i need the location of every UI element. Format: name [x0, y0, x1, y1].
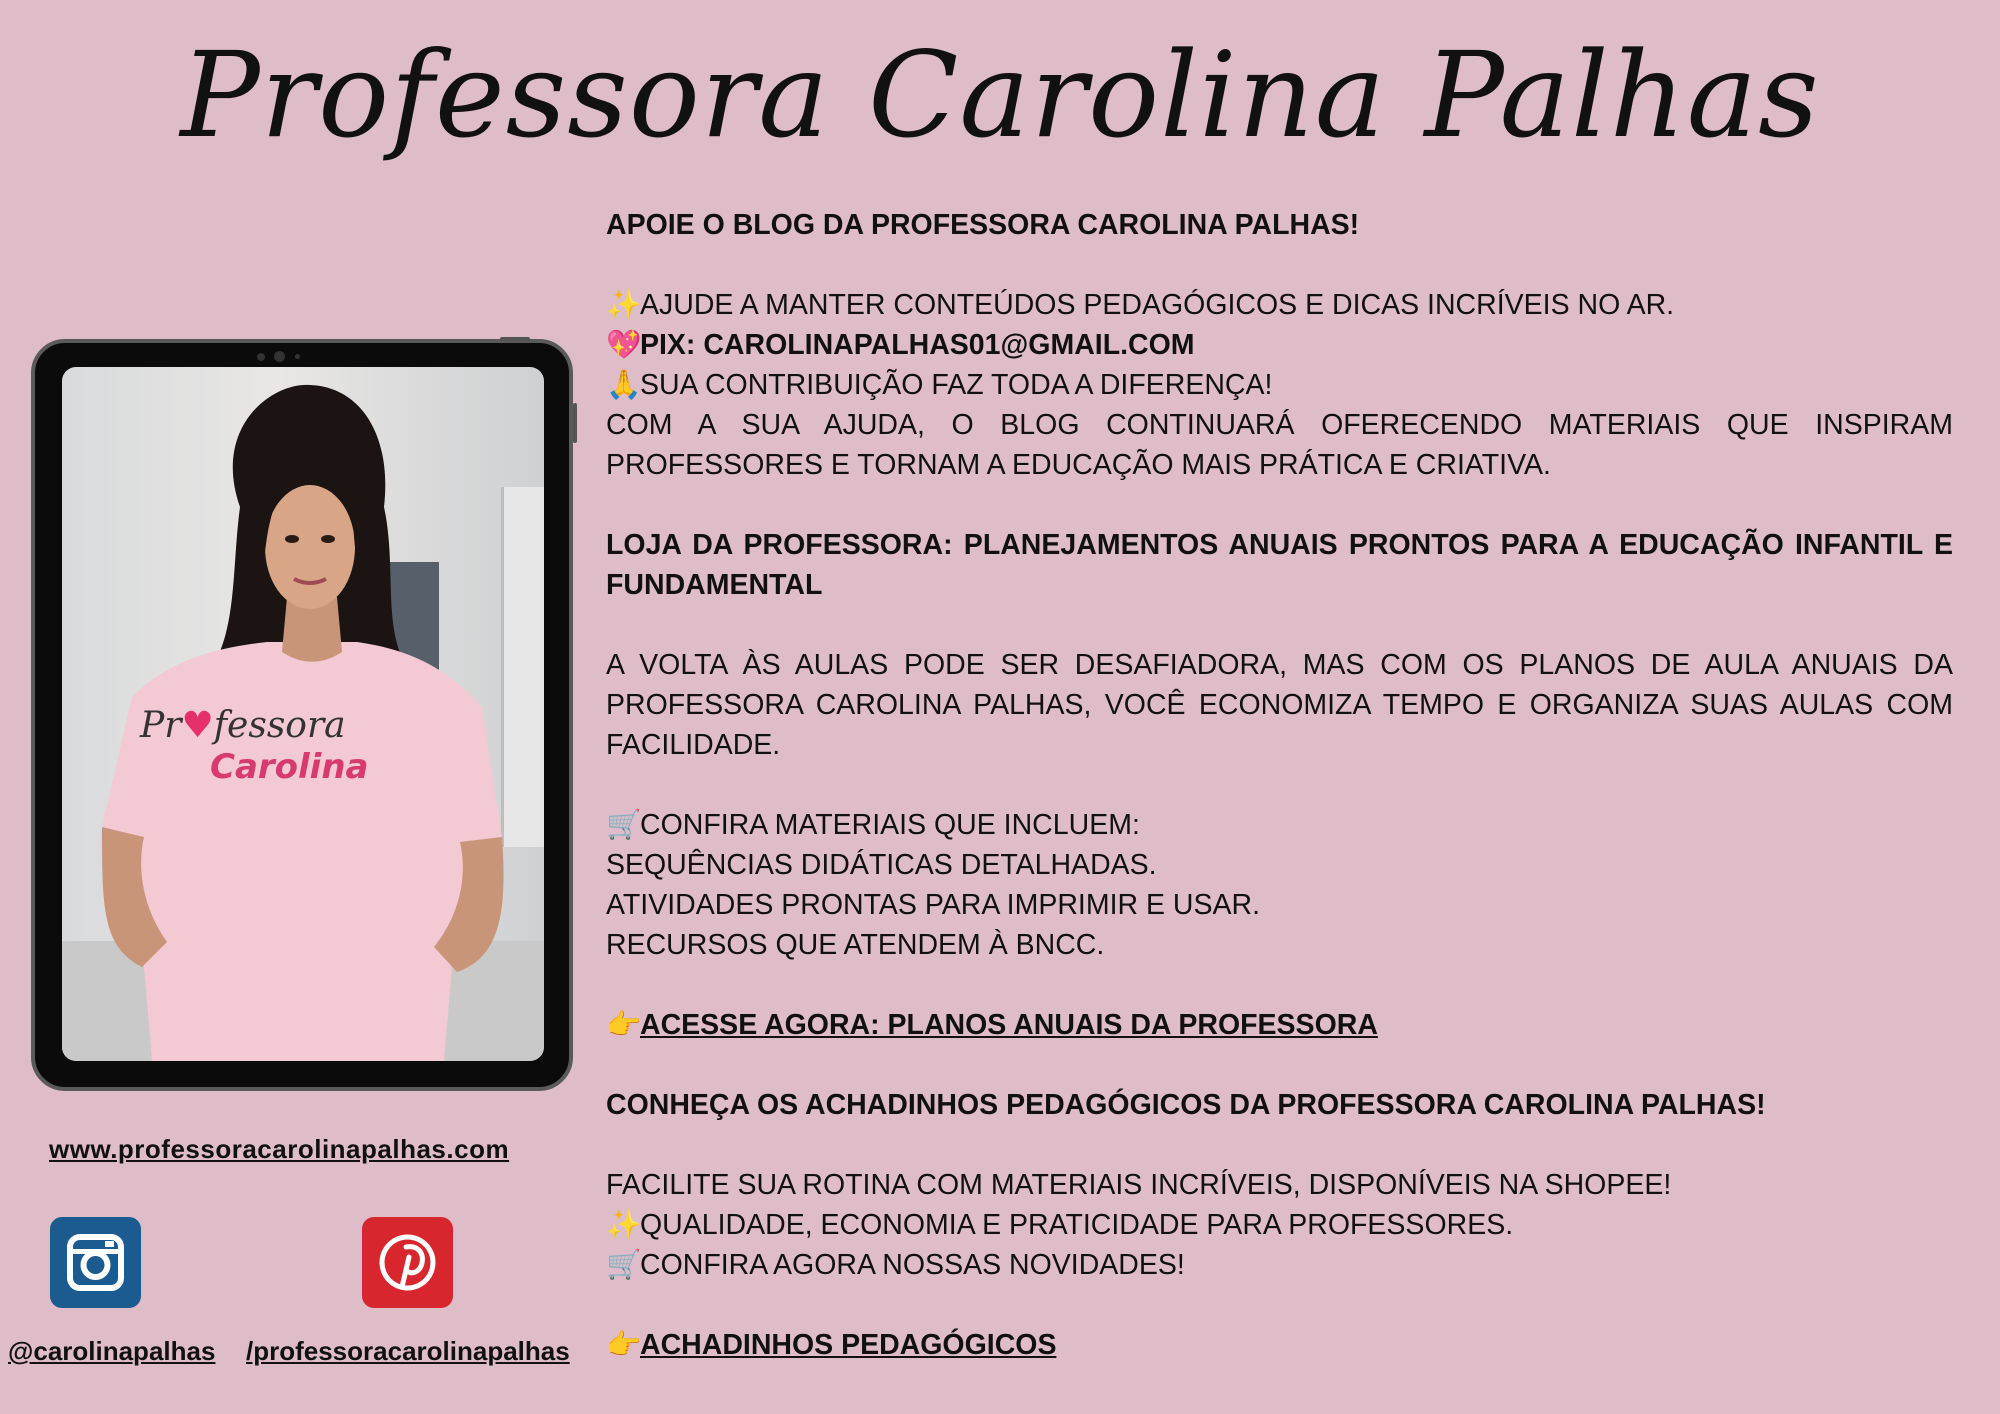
- camera-sensor: [295, 354, 300, 359]
- pointing-hand-icon: 👉: [606, 1009, 642, 1041]
- main-content: [606, 205, 1953, 1365]
- heart-icon: 💖: [606, 329, 642, 361]
- list-item: SEQUÊNCIAS DIDÁTICAS DETALHADAS.: [606, 849, 1157, 881]
- shirt-text-professora: Pr♥fessora: [140, 705, 346, 746]
- shirt-text-carolina: Carolina: [210, 747, 369, 787]
- sparkles-icon: ✨: [606, 1209, 642, 1241]
- website-link[interactable]: www.professoracarolinapalhas.com: [49, 1134, 510, 1164]
- pix-line: 💖PIX: CAROLINAPALHAS01@GMAIL.COM: [606, 325, 1953, 365]
- heart-icon: ♥: [181, 705, 214, 746]
- cart-icon: 🛒: [606, 1249, 642, 1281]
- shop-heading: LOJA DA PROFESSORA: PLANEJAMENTOS ANUAIS PRONTOS PARA A EDUCAÇÃO INFANTIL E FUNDAMENTAL: [606, 529, 1953, 601]
- sparkles-icon: ✨: [606, 289, 642, 321]
- support-heading: APOIE O BLOG DA PROFESSORA CAROLINA PALHAS!: [606, 209, 1360, 241]
- teacher-photo: [62, 367, 544, 1061]
- support-paragraph: COM A SUA AJUDA, O BLOG CONTINUARÁ OFERECENDO MATERIAIS QUE INSPIRAM PROFESSORES E TORNAM A EDUCAÇÃO MAIS PRÁTICA E CRIATIVA.: [606, 409, 1953, 481]
- finds-heading: CONHEÇA OS ACHADINHOS PEDAGÓGICOS DA PROFESSORA CAROLINA PALHAS!: [606, 1089, 1766, 1121]
- pinterest-handle[interactable]: /professoracarolinapalhas: [246, 1336, 570, 1366]
- instagram-icon[interactable]: [50, 1217, 141, 1308]
- power-button: [500, 337, 530, 341]
- shop-paragraph: A VOLTA ÀS AULAS PODE SER DESAFIADORA, MAS COM OS PLANOS DE AULA ANUAIS DA PROFESSORA CAROLINA PALHAS, VOCÊ ECONOMIZA TEMPO E ORGANIZA SUAS AULAS COM FACILIDADE.: [606, 649, 1953, 761]
- finds-line-1: FACILITE SUA ROTINA COM MATERIAIS INCRÍVEIS, DISPONÍVEIS NA SHOPEE!: [606, 1169, 1672, 1201]
- instagram-handle[interactable]: @carolinapalhas: [8, 1336, 216, 1366]
- pinterest-icon[interactable]: [362, 1217, 453, 1308]
- pointing-hand-icon: 👉: [606, 1329, 642, 1361]
- page-title: Professora Carolina Palhas: [180, 26, 1820, 164]
- list-item: ATIVIDADES PRONTAS PARA IMPRIMIR E USAR.: [606, 889, 1261, 921]
- shop-list-intro: 🛒CONFIRA MATERIAIS QUE INCLUEM:: [606, 805, 1953, 845]
- finds-link[interactable]: 👉ACHADINHOS PEDAGÓGICOS: [606, 1325, 1953, 1365]
- camera-lens: [274, 351, 285, 362]
- support-line-3: 🙏SUA CONTRIBUIÇÃO FAZ TODA A DIFERENÇA!: [606, 365, 1953, 405]
- support-line-1: ✨AJUDE A MANTER CONTEÚDOS PEDAGÓGICOS E DICAS INCRÍVEIS NO AR.: [606, 285, 1953, 325]
- volume-button: [573, 403, 577, 443]
- plans-link[interactable]: 👉ACESSE AGORA: PLANOS ANUAIS DA PROFESSORA: [606, 1005, 1953, 1045]
- list-item: RECURSOS QUE ATENDEM À BNCC.: [606, 929, 1105, 961]
- cart-icon: 🛒: [606, 809, 642, 841]
- camera-dot: [257, 353, 265, 361]
- finds-line-3: 🛒CONFIRA AGORA NOSSAS NOVIDADES!: [606, 1245, 1953, 1285]
- finds-line-2: ✨QUALIDADE, ECONOMIA E PRATICIDADE PARA PROFESSORES.: [606, 1205, 1953, 1245]
- tablet-frame: [31, 339, 573, 1091]
- pray-icon: 🙏: [606, 369, 642, 401]
